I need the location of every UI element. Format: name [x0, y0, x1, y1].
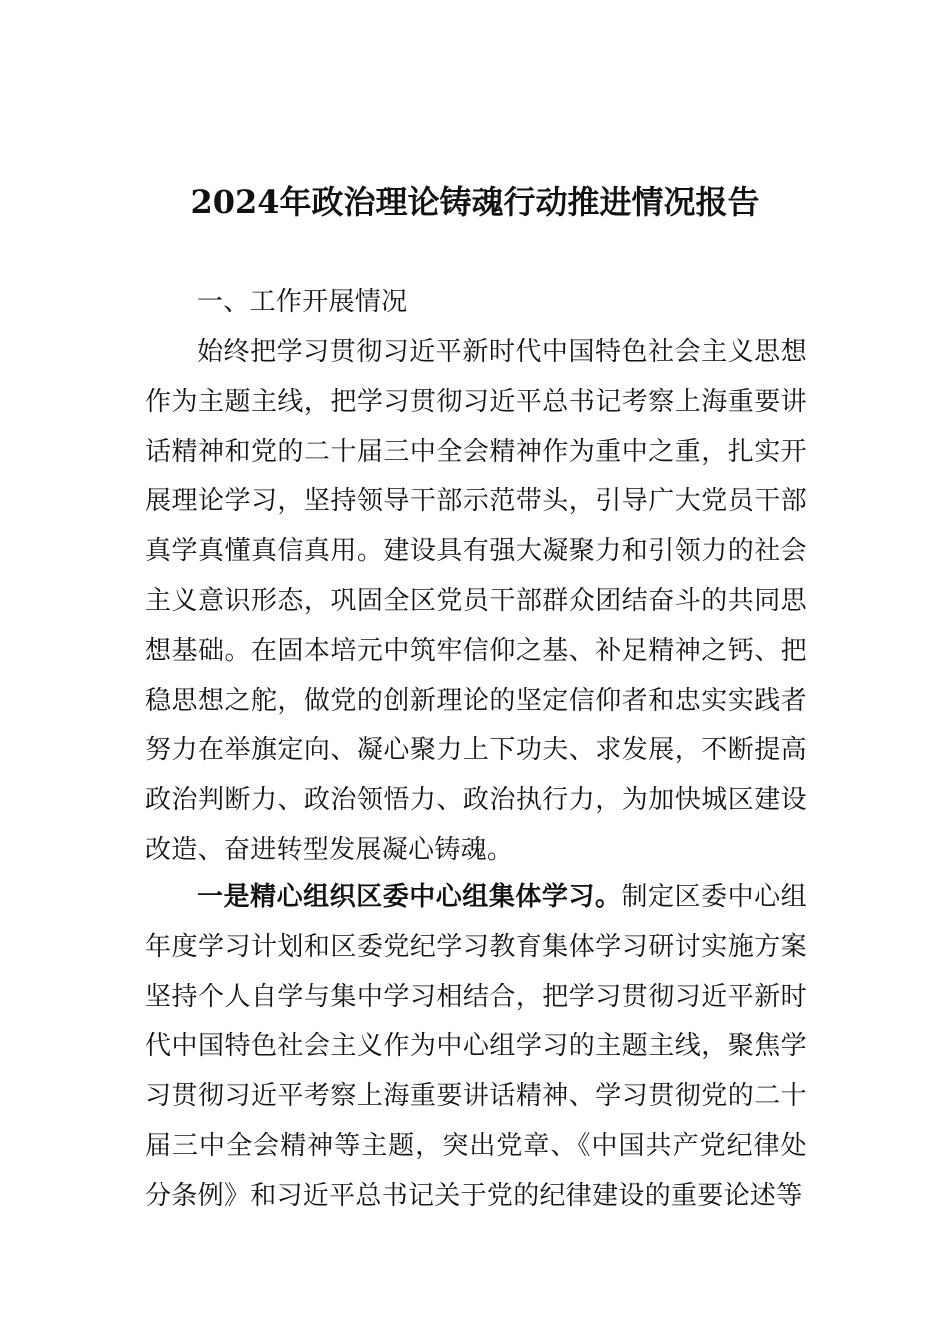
document-title: 2024年政治理论铸魂行动推进情况报告: [190, 183, 760, 221]
paragraph-2-lead: 一是精心组织区委中心组集体学习。: [197, 882, 622, 912]
paragraph-2-body: 制定区委中心组年度学习计划和区委党纪学习教育集体学习研讨实施方案坚持个人自学与集中学习相结合，把学习贯彻习近平新时代中国特色社会主义作为中心组学习的主题主线，聚焦学习贯彻习近平考察上海重要讲话精神、学习贯彻党的二十届三中全会精神等主题，突出党章、《中国共产党纪律处分条例》和习近平总书记关于党的纪律建设的重要论述等: [145, 882, 807, 1211]
paragraph-2: [145, 873, 807, 1222]
section-heading: 一、工作开展情况: [197, 287, 408, 317]
paragraph-1: 始终把学习贯彻习近平新时代中国特色社会主义思想作为主题主线，把学习贯彻习近平总书记考察上海重要讲话精神和党的二十届三中全会精神作为重中之重，扎实开展理论学习，坚持领导干部示范带头，引导广大党员干部真学真懂真信真用。建设具有强大凝聚力和引领力的社会主义意识形态，巩固全区党员干部群众团结奋斗的共同思想基础。在固本培元中筑牢信仰之基、补足精神之钙、把稳思想之舵，做党的创新理论的坚定信仰者和忠实实践者努力在举旗定向、凝心聚力上下功夫、求发展，不断提高政治判断力、政治领悟力、政治执行力，为加快城区建设改造、奋进转型发展凝心铸魂。: [145, 337, 807, 865]
